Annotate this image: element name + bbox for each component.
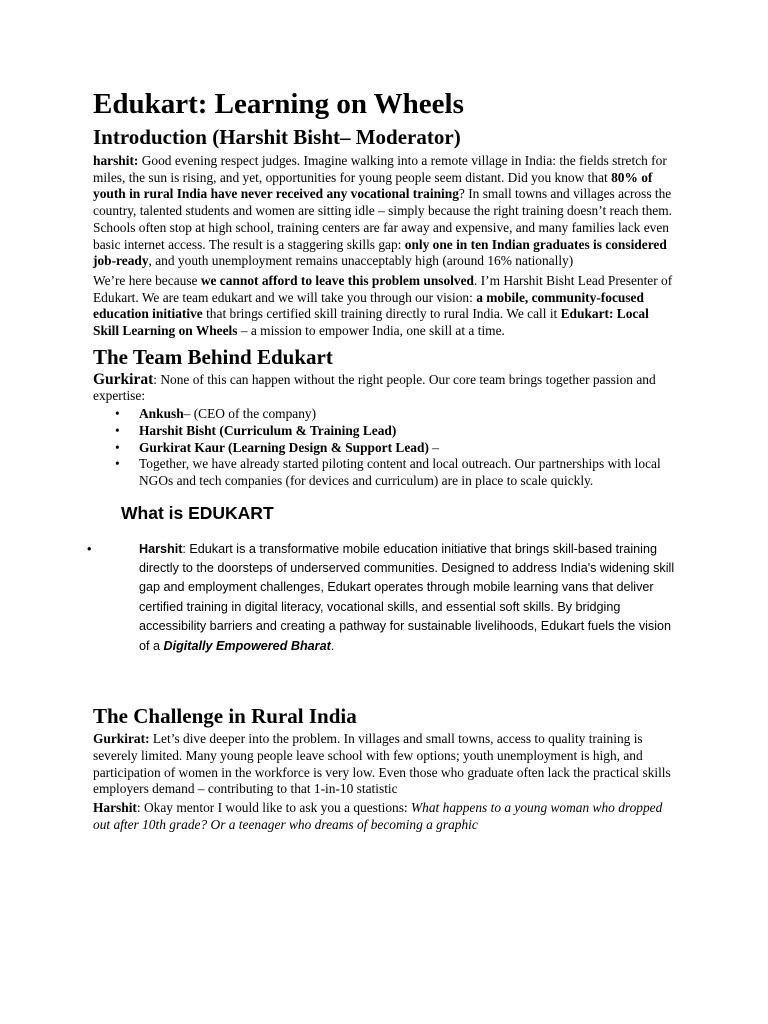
list-item: • Gurkirat Kaur (Learning Design & Support Lead) – [93, 440, 678, 457]
speaker-label: Harshit [93, 799, 137, 815]
list-item: • Together, we have already started piloting content and local outreach. Our partnerships with local NGOs and tech companies (for devices and curriculum) are in place to scale quickly. [93, 456, 678, 489]
list-item: • Ankush– (CEO of the company) [93, 406, 678, 423]
document-title: Edukart: Learning on Wheels [93, 88, 464, 120]
document-page [93, 86, 678, 833]
what-heading: What is EDUKART [121, 502, 274, 523]
intro-paragraph-1: harshit: Good evening respect judges. Imagine walking into a remote village in India: the fields stretch for miles, the sun is rising, and yet, opportunities for young people seem distant. Did you know that 80% of youth in rural India have never received any vocational training? In small towns and villages across the country, talented students and women are sitting idle – simply because the right training doesn’t reach them. Schools often stop at high school, training centers are far away and expensive, and many families lack even basic internet access. The result is a staggering skills gap: only one in ten Indian graduates is considered job-ready, and youth unemployment remains unacceptably high (around 16% nationally) [93, 153, 672, 269]
intro-paragraph-2: We’re here because we cannot afford to leave this problem unsolved. I’m Harshit Bisht Lead Presenter of Edukart. We are team edukart and we will take you through our vision: a mobile, community-focused education initiative that brings certified skill training directly to rural India. We call it Edukart: Local Skill Learning on Wheels – a mission to empower India, one skill at a time. [93, 272, 673, 339]
challenge-paragraph-1: Gurkirat: Let’s dive deeper into the problem. In villages and small towns, access to quality training is severely limited. Many young people leave school with few options; youth unemployment is high, and participation of women in the workforce is very low. Even those who graduate often lack the practical skills employers demand – contributing to that 1-in-10 statistic [93, 731, 671, 797]
list-item: • Harshit Bisht (Curriculum & Training Lead) [93, 423, 678, 440]
challenge-heading: The Challenge in Rural India [93, 704, 357, 729]
speaker-label: Gurkirat [93, 370, 154, 388]
what-is-section [121, 502, 678, 656]
speaker-label: Gurkirat: [93, 731, 150, 747]
speaker-label: Harshit [139, 541, 183, 556]
what-list [93, 540, 678, 656]
intro-heading: Introduction (Harshit Bisht– Moderator) [93, 125, 461, 149]
list-item: • Harshit: Edukart is a transformative mobile education initiative that brings skill-based training directly to the doorsteps of underserved communities. Designed to address India's widening skill gap and employment challenges, Edukart operates through mobile learning vans that deliver certified training in digital literacy, vocational skills, and essential soft skills. By bridging accessibility barriers and creating a pathway for sustainable livelihoods, Edukart fuels the vision of a Digitally Empowered Bharat. [93, 540, 678, 656]
speaker-label: harshit: [93, 153, 139, 168]
team-list [93, 406, 678, 490]
team-intro-paragraph: Gurkirat: None of this can happen without the right people. Our core team brings together passion and expertise: [93, 370, 656, 404]
challenge-paragraph-2: Harshit: Okay mentor I would like to ask you a questions: What happens to a young woman who dropped out after 10th grade? Or a teenager who dreams of becoming a graphic [93, 799, 663, 832]
team-heading: The Team Behind Edukart [93, 344, 333, 369]
